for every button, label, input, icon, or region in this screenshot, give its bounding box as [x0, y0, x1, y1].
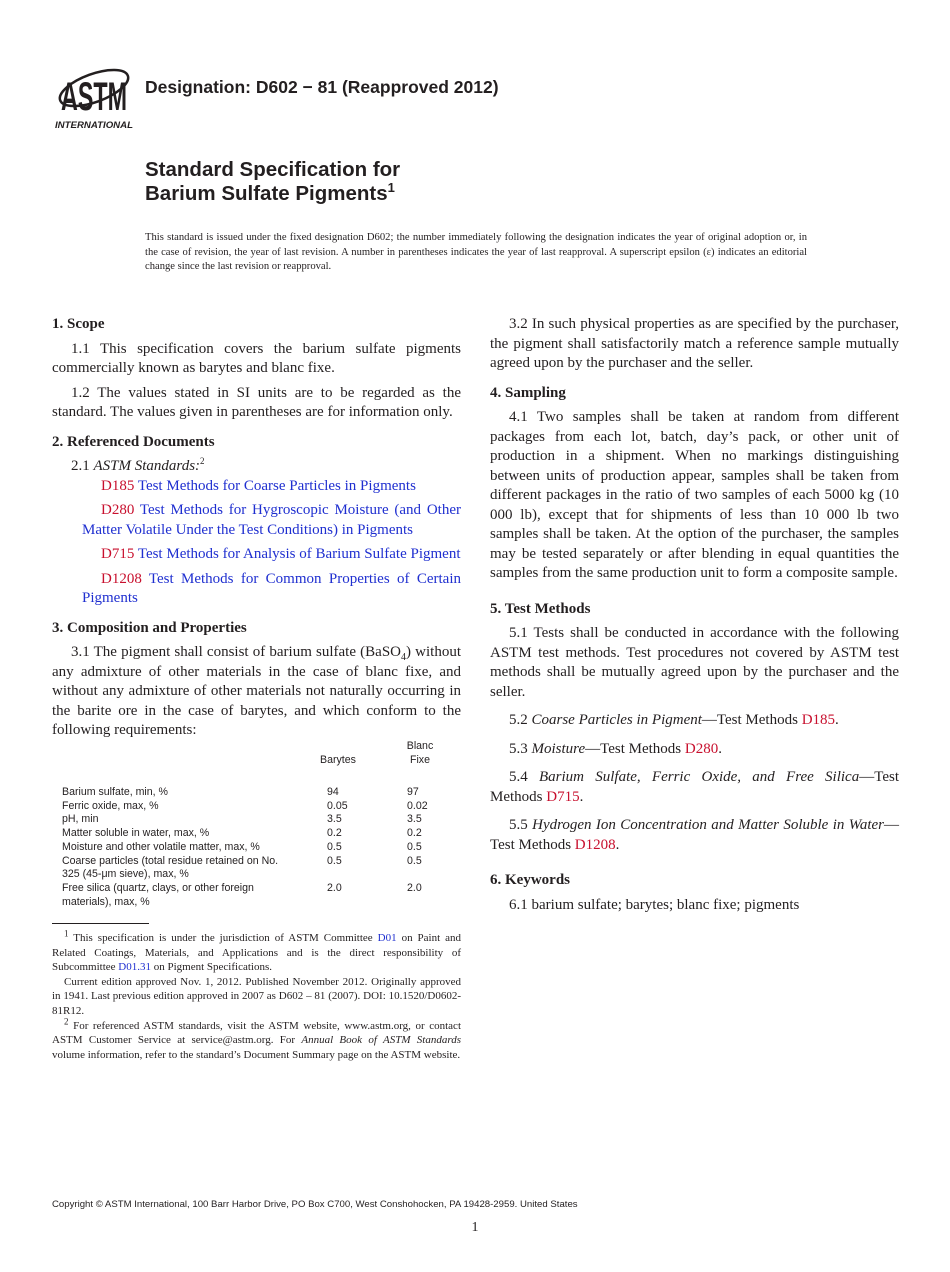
barytes-value: 0.5 — [327, 840, 342, 853]
text: —Test Methods — [701, 712, 802, 728]
footnote-divider — [52, 923, 149, 924]
blanc-fixe-value: 0.02 — [407, 799, 428, 812]
row-label: Free silica (quartz, clays, or other foreign materials), max, % — [62, 881, 254, 908]
ref-title-link[interactable]: Test Methods for Coarse Particles in Pigments — [134, 477, 416, 494]
barytes-value: 0.5 — [327, 854, 342, 867]
text: Annual Book of ASTM Standards — [301, 1034, 461, 1047]
row-label: pH, min — [62, 813, 99, 826]
committee-link[interactable]: D01 — [377, 932, 397, 944]
page-number: 1 — [471, 1220, 479, 1235]
footnote-2 — [52, 1015, 461, 1063]
blanc-fixe-value: 2.0 — [407, 881, 422, 894]
right-column — [490, 315, 899, 925]
text: For referenced ASTM standards, visit the ASTM website, www.astm.org, or contact ASTM Customer Service at service@astm.org. For — [52, 1019, 461, 1047]
section-scope — [52, 315, 461, 423]
text: ) without any admixture of other materials in the case of blanc fixe, and without any admixture of other materials not naturally occurring in the barite ore in the case of barytes, and which conform to the following requirements: — [52, 644, 461, 738]
ref-title-link[interactable]: Test Methods for Analysis of Barium Sulfate Pigment — [134, 546, 461, 562]
text: Hydrogen Ion Concentration and Matter Soluble in Water — [532, 817, 885, 833]
reference-item[interactable] — [52, 545, 461, 565]
text: 3.1 The pigment shall consist of barium sulfate (BaSO — [71, 644, 401, 660]
section-sampling — [490, 384, 899, 584]
table-row — [62, 800, 442, 814]
test-method-item — [490, 711, 899, 731]
text: 5.5 — [509, 817, 533, 833]
table-row — [62, 841, 442, 855]
text: 5.4 — [509, 769, 539, 785]
table-row — [62, 855, 442, 882]
test-method-item — [490, 816, 899, 855]
row-label: Matter soluble in water, max, % — [62, 827, 210, 840]
column-header: Blanc Fixe — [406, 740, 434, 766]
row-label: Moisture and other volatile matter, max, % — [62, 840, 260, 853]
section-referenced-documents — [52, 433, 461, 609]
row-label: Ferric oxide, max, % — [62, 799, 159, 812]
barytes-value: 2.0 — [327, 881, 342, 894]
text: . — [579, 788, 584, 805]
subcommittee-link[interactable]: D01.31 — [118, 961, 151, 974]
barytes-value: 3.5 — [327, 813, 342, 826]
section-heading: 2. Referenced Documents — [52, 433, 215, 450]
text: . — [718, 740, 722, 757]
footnote-mark: 2 — [200, 456, 205, 466]
table-row — [62, 813, 442, 827]
svg-text:INTERNATIONAL: INTERNATIONAL — [55, 120, 134, 131]
paragraph: 1.2 The values stated in SI units are to be regarded as the standard. The values given in parentheses are for information only. — [52, 384, 461, 420]
text: 5.3 — [509, 740, 532, 757]
table-header — [62, 738, 442, 786]
section-composition — [52, 619, 461, 741]
paragraph — [52, 457, 461, 477]
paragraph — [52, 643, 461, 741]
text: Barium Sulfate, Ferric Oxide, and Free Silica — [539, 769, 860, 785]
barytes-value: 0.05 — [327, 799, 348, 812]
blanc-fixe-value: 97 — [407, 786, 419, 798]
barytes-value: 94 — [327, 786, 339, 798]
ref-title-link[interactable]: Test Methods for Common Properties of Certain Pigments — [82, 570, 461, 606]
text: Coarse Particles in Pigment — [531, 712, 702, 728]
reference-item[interactable] — [52, 570, 461, 609]
blanc-fixe-value: 0.5 — [407, 840, 422, 853]
left-column — [52, 315, 461, 751]
ref-code-link[interactable]: D715 — [101, 546, 135, 562]
barytes-value: 0.2 — [327, 827, 342, 840]
paragraph: 3.2 In such physical properties as are specified by the purchaser, the pigment shall satisfactorily match a reference sample mutually agreed upon by the purchaser and the seller. — [490, 316, 899, 371]
text: . — [615, 836, 620, 853]
subscript: 4 — [401, 652, 406, 663]
test-method-item — [490, 768, 899, 807]
reference-item[interactable] — [52, 477, 461, 497]
ref-code-link[interactable]: D1208 — [101, 570, 142, 587]
table-row — [62, 882, 442, 909]
paragraph: 6.1 barium sulfate; barytes; blanc fixe; pigments — [509, 896, 800, 913]
ref-title-link[interactable]: Test Methods for Hygroscopic Moisture (and Other Matter Volatile Under the Test Conditions) in Pigments — [82, 502, 461, 538]
test-method-item — [490, 740, 899, 760]
table-row — [62, 786, 442, 800]
column-header: Barytes — [320, 754, 356, 766]
text: volume information, refer to the standard’s Document Summary page on the ASTM website. — [52, 1048, 461, 1061]
section-heading: 4. Sampling — [490, 384, 566, 401]
text: on Pigment Specifications. — [151, 961, 272, 974]
section-heading: 5. Test Methods — [490, 600, 591, 617]
section-heading: 3. Composition and Properties — [52, 619, 247, 636]
text: . — [835, 712, 839, 728]
svg-text:ASTM: ASTM — [61, 75, 127, 119]
text: This specification is under the jurisdiction of ASTM Committee — [68, 932, 378, 944]
section-heading: 6. Keywords — [490, 872, 570, 888]
footnotes — [52, 928, 462, 1062]
text: Moisture — [531, 740, 586, 757]
section-composition-cont — [490, 315, 899, 374]
reference-item[interactable] — [52, 501, 461, 540]
footnote-edition: Current edition approved Nov. 1, 2012. Published November 2012. Originally approved in 1941. Last previous edition approved in 2007 as D602 – 81 (2007). DOI: 10.1520/D0602-81R12. — [52, 975, 461, 1017]
section-keywords — [490, 871, 899, 915]
text: 2.1 — [71, 458, 94, 474]
title-text: Barium Sulfate Pigments — [145, 182, 388, 205]
designation: Designation: D602 − 81 (Reapproved 2012) — [145, 77, 499, 97]
ref-code-link[interactable]: D185 — [101, 477, 135, 494]
footnote-mark: 2 — [64, 1015, 69, 1026]
row-label: Coarse particles (total residue retained on No. 325 (45-μm sieve), max, % — [62, 854, 279, 881]
paragraph: 4.1 Two samples shall be taken at random from different packages from each lot, batch, day’s pack, or other unit of production in a shipment. When no markings distinguishing between units of production appear, samples shall be taken from different packages in the ratio of two samples of each 5000 kg (10 000 lb), except that for shipments of less than 10 000 lb two samples shall be taken. At the option of the purchaser, the samples may be tested separately or after blending in equal quantities the samples from the same production unit to form a composite sample. — [490, 409, 899, 581]
text: on Paint and Related Coatings, Materials, and Applications and is the direct responsibility of Subcommittee — [52, 932, 462, 974]
footnote-mark: 1 — [64, 928, 69, 939]
footnote-mark: 1 — [387, 180, 395, 196]
copyright: Copyright © ASTM International, 100 Barr Harbor Drive, PO Box C700, West Conshohocken, PA 19428-2959. United States — [52, 1199, 578, 1210]
method-link[interactable]: D1208 — [574, 836, 616, 853]
ref-code-link[interactable]: D280 — [101, 502, 135, 518]
text: 5.2 — [509, 712, 532, 728]
section-heading: 1. Scope — [52, 316, 105, 332]
astm-logo — [54, 58, 134, 132]
footnote-1 — [52, 928, 462, 975]
blanc-fixe-value: 3.5 — [407, 813, 422, 826]
document-title — [145, 158, 400, 206]
blanc-fixe-value: 0.5 — [407, 854, 422, 867]
requirements-table — [62, 738, 442, 909]
paragraph: 5.1 Tests shall be conducted in accordance with the following ASTM test methods. Test procedures not covered by ASTM test methods shall be mutually agreed upon by the purchaser and the seller. — [490, 625, 899, 700]
text: —Test Methods — [490, 817, 900, 853]
table-row — [62, 827, 442, 841]
text: —Test Methods — [490, 769, 899, 805]
paragraph: 1.1 This specification covers the barium sulfate pigments commercially known as barytes and blanc fixe. — [52, 340, 461, 376]
title-line-2 — [145, 182, 400, 206]
method-link[interactable]: D715 — [546, 788, 580, 805]
row-label: Barium sulfate, min, % — [62, 786, 168, 798]
title-line-1: Standard Specification for — [145, 158, 401, 181]
intro-note: This standard is issued under the fixed designation D602; the number immediately following the designation indicates the year of original adoption or, in the case of revision, the year of last revision. A number in parentheses indicates the year of last reapproval. A superscript epsilon (ε) indicates an editorial change since the last revision or reapproval. — [145, 232, 807, 273]
blanc-fixe-value: 0.2 — [407, 827, 422, 840]
method-link[interactable]: D185 — [801, 712, 836, 728]
text: —Test Methods — [585, 740, 685, 757]
section-test-methods — [490, 600, 899, 856]
method-link[interactable]: D280 — [684, 740, 719, 757]
text: ASTM Standards: — [93, 458, 201, 474]
